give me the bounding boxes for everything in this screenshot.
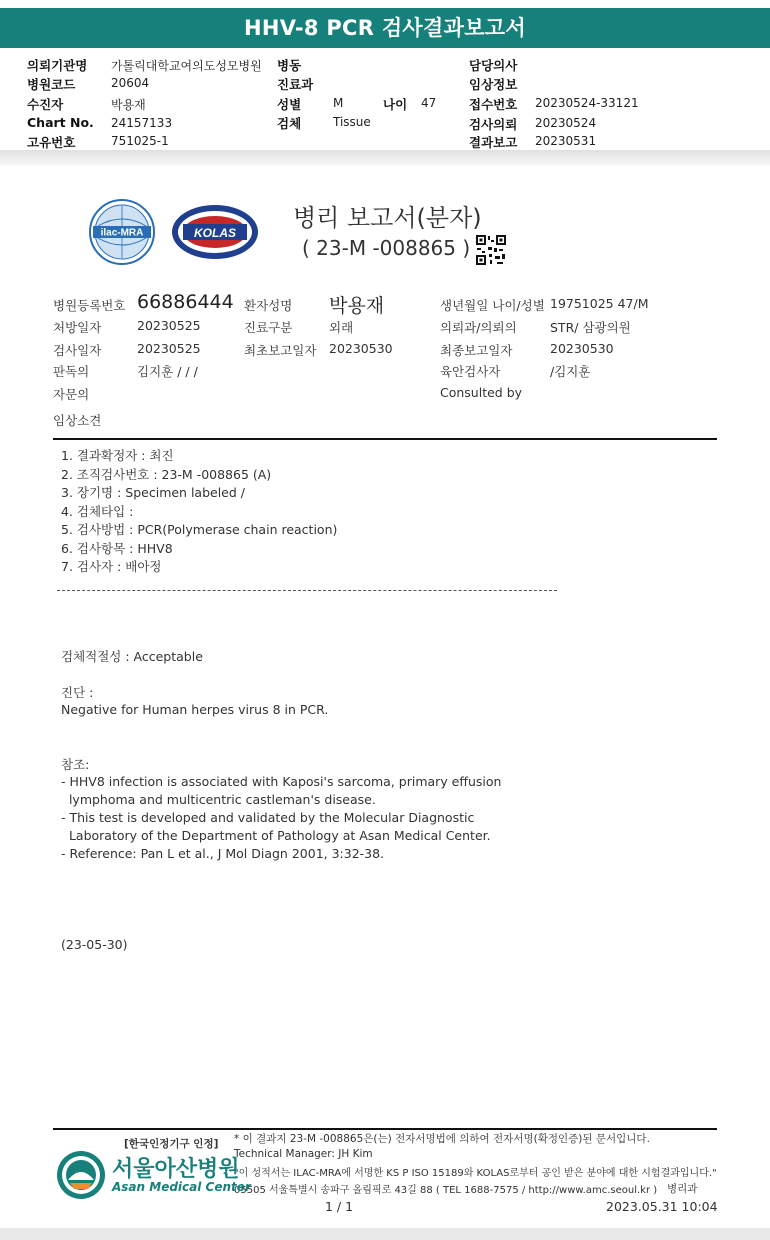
reference-line: - HHV8 infection is associated with Kaposi's sarcoma, primary effusion [61,774,502,789]
print-timestamp: 2023.05.31 10:04 [606,1199,718,1214]
reference-label: 참조: [61,757,90,772]
dept-label: 진료과 [277,77,314,92]
age-label: 나이 [383,97,408,112]
result-item: 4. 검체타입 : [61,503,134,519]
dob-label: 생년월일 나이/성별 [440,298,545,313]
inst-label: 의뢰기관명 [27,58,88,73]
clinic-label: 진료구분 [244,320,293,335]
result-item: 3. 장기명 : Specimen labeled / [61,485,245,500]
adequacy: 검체적절성 : Acceptable [61,649,203,664]
doctor-label: 담당의사 [469,58,518,73]
advisor-label: 자문의 [53,387,90,402]
rx-value: 20230525 [137,318,201,333]
age-value: 47 [421,96,437,110]
section-divider [0,150,770,166]
reader-value: 김지훈 / / / [137,364,198,379]
chart-value: 24157133 [111,116,173,130]
name-label: 환자성명 [244,298,293,313]
reference-line: - This test is developed and validated by the Molecular Diagnostic [61,810,475,825]
ilac-text: ilac-MRA [100,227,144,239]
result-item: 1. 결과확정자 : 최진 [61,448,174,463]
clinical-label: 임상정보 [469,77,518,92]
rx-label: 처방일자 [53,320,102,335]
patient-value: 박용재 [111,98,146,112]
receipt-value: 20230524-33121 [535,96,639,110]
qr-code-icon [475,234,507,266]
report-date: (23-05-30) [61,937,128,952]
diagnosis-label: 진단 : [61,685,94,700]
uid-value: 751025-1 [111,134,169,148]
dashed-divider [57,590,557,591]
specimen-label: 검체 [277,116,302,131]
code-value: 20604 [111,76,150,90]
reference-line: lymphoma and multicentric castleman's disease. [61,792,376,807]
clinic-value: 외래 [329,320,354,335]
accreditation-label: [한국인정기구 인정] [124,1138,219,1150]
ilac-mra-logo [88,198,156,266]
footer-line-1: * 이 결과지 23-M -008865은(는) 전자서명법에 의하여 전자서명(확정인증)된 문서입니다. [234,1133,650,1145]
code-label: 병원코드 [27,77,76,92]
report-date-value: 20230531 [535,134,597,148]
page-indicator: 1 / 1 [325,1199,354,1214]
result-item: 6. 검사항목 : HHV8 [61,540,173,556]
gross-examiner-value: /김지훈 [550,364,591,379]
footer-rule [53,1128,717,1130]
chart-label: Chart No. [27,115,94,130]
dob-value: 19751025 47/M [550,296,649,311]
specimen-value: Tissue [333,115,371,129]
test-date-label: 검사일자 [53,343,102,358]
result-item: 5. 검사방법 : PCR(Polymerase chain reaction) [61,522,338,537]
report-number: ( 23-M -008865 ) [302,236,471,260]
hospital-logo-icon [56,1150,106,1200]
request-label: 검사의뢰 [469,117,518,132]
name-value: 박용재 [329,295,385,317]
uid-label: 고유번호 [27,135,76,150]
sex-label: 성별 [277,97,302,112]
final-report-label: 최종보고일자 [440,343,513,358]
reg-label: 병원등록번호 [53,298,126,313]
gross-examiner-label: 육안검사자 [440,364,501,379]
request-value: 20230524 [535,116,597,130]
footer-line-4: 05505 서울특별시 송파구 올림픽로 43길 88 ( TEL 1688-7575 / http://www.amc.seoul.kr ) [234,1185,658,1196]
kolas-logo [170,203,260,261]
diagnosis-value: Negative for Human herpes virus 8 in PCR. [61,702,329,717]
patient-label: 수진자 [27,97,64,112]
receipt-label: 접수번호 [469,97,518,112]
footer-dept: 병리과 [667,1183,698,1195]
reference-line: Laboratory of the Department of Pathology at Asan Medical Center. [61,828,491,843]
report-date-label: 결과보고 [469,135,518,150]
hospital-name-en: Asan Medical Center [112,1180,251,1194]
refdept-value: STR/ 삼광의원 [550,320,631,335]
report-title-bar: HHV-8 PCR 검사결과보고서 [0,8,770,48]
footer-line-2: Technical Manager: JH Kim [234,1148,373,1160]
body-top-rule [53,438,717,440]
refdept-label: 의뢰과/의뢰의 [440,320,517,335]
reg-value: 66886444 [137,291,234,313]
hospital-name-ko: 서울아산병원 [112,1157,240,1182]
reference-line: - Reference: Pan L et al., J Mol Diagn 2001, 3:32-38. [61,846,385,861]
first-report-label: 최초보고일자 [244,343,317,358]
clinical-opinion-label: 임상소견 [53,413,102,428]
ward-label: 병동 [277,58,302,73]
inst-value: 가톨릭대학교여의도성모병원 [111,59,262,73]
final-report-value: 20230530 [550,341,614,356]
footer-line-3: "이 성적서는 ILAC-MRA에 서명한 KS P ISO 15189와 KOLAS로부터 공인 받은 분야에 대한 시험결과입니다." [234,1168,717,1179]
report-heading: 병리 보고서(분자) [293,204,482,232]
kolas-text: KOLAS [194,226,236,240]
bottom-bar [0,1228,770,1240]
first-report-value: 20230530 [329,341,393,356]
test-date-value: 20230525 [137,341,201,356]
result-item: 2. 조직검사번호 : 23-M -008865 (A) [61,466,272,482]
reader-label: 판독의 [53,364,90,379]
consulted-by-label: Consulted by [440,385,523,400]
sex-value: M [333,96,344,110]
result-item: 7. 검사자 : 배아정 [61,559,162,574]
